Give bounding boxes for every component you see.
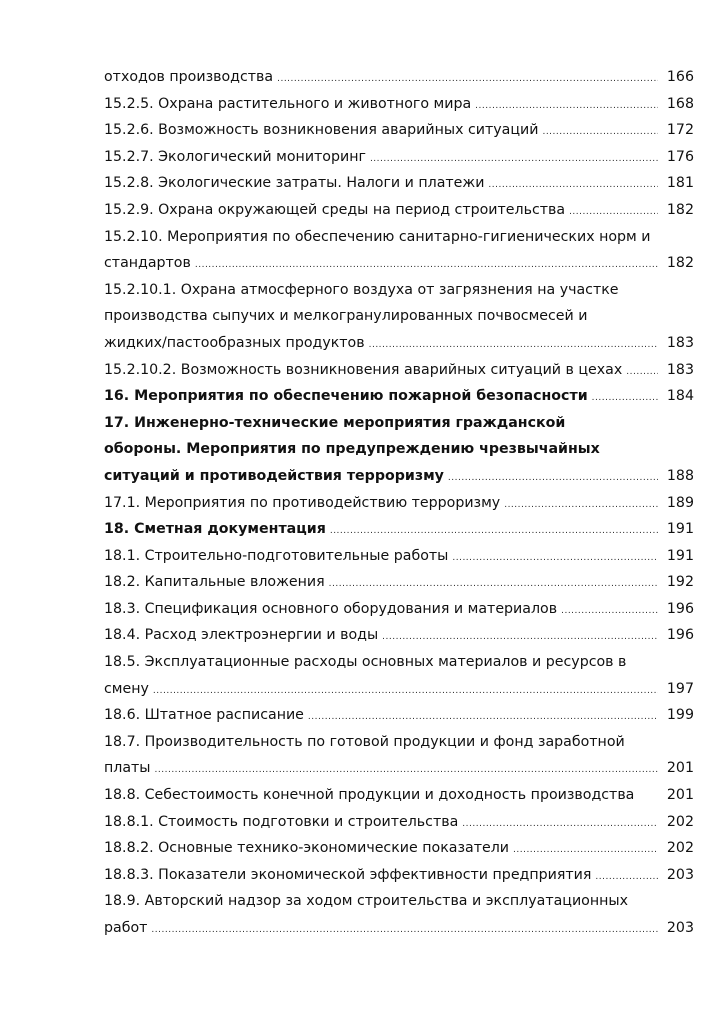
toc-entry [104, 569, 694, 596]
dot-leader [191, 252, 658, 279]
toc-entry [104, 490, 694, 517]
toc-entry-title: 18.1. Строительно-подготовительные работы [104, 547, 449, 564]
dot-leader [326, 518, 658, 545]
toc-entry [104, 64, 694, 91]
toc-page-number: 192 [666, 574, 694, 591]
toc-page-number: 202 [666, 840, 694, 857]
toc-page-number: 166 [666, 69, 694, 85]
dot-leader [304, 704, 658, 731]
toc-entry [104, 330, 694, 357]
dot-leader [151, 757, 658, 784]
toc-entry [104, 702, 694, 729]
dot-leader [444, 465, 658, 492]
toc-entry [104, 436, 694, 463]
dot-leader [484, 172, 658, 199]
toc-entry-title: 18.5. Эксплуатационные расходы основных материалов и ресурсов в [104, 654, 627, 671]
toc-page-number: 188 [666, 467, 694, 484]
toc-entry-title: 18.7. Производительность по готовой продукции и фонд заработной [104, 733, 625, 750]
dot-leader [149, 678, 658, 705]
toc-entry-title: 18.4. Расход электроэнергии и воды [104, 627, 379, 644]
toc-entry [104, 543, 694, 570]
toc-entry [104, 91, 694, 118]
dot-leader [557, 598, 658, 625]
toc-entry-title: 15.2.9. Охрана окружающей среды на период строительства [104, 201, 566, 218]
toc-entry-title: 16. Мероприятия по обеспечению пожарной безопасности [104, 388, 588, 405]
toc-entry [104, 170, 694, 197]
toc-entry [104, 250, 694, 277]
toc-entry [104, 862, 694, 889]
toc-entry-title: производства сыпучих и мелкогранулированных почвосмесей и [104, 308, 588, 325]
dot-leader [448, 545, 658, 572]
toc-entry [104, 383, 694, 410]
dot-leader [458, 811, 658, 838]
toc-page-number: 172 [666, 122, 694, 139]
toc-entry [104, 622, 694, 649]
toc-page-number: 199 [666, 707, 694, 724]
dot-leader [509, 837, 658, 864]
toc-entry-title: отходов производства [104, 69, 274, 85]
toc-page-number: 191 [666, 521, 694, 538]
toc-entry-title: стандартов [104, 255, 191, 272]
dot-leader [147, 917, 658, 944]
dot-leader [378, 624, 658, 651]
toc-entry [104, 596, 694, 623]
toc-page-number: 181 [666, 175, 694, 192]
dot-leader [588, 385, 658, 412]
toc-page-number: 196 [666, 600, 694, 617]
toc-page-number: 182 [666, 255, 694, 272]
toc-entry [104, 303, 694, 330]
toc-entry [104, 676, 694, 703]
toc-page-number: 203 [666, 866, 694, 883]
toc-page-number: 203 [666, 920, 694, 936]
dot-leader [273, 66, 658, 93]
toc-entry [104, 809, 694, 836]
toc-entry-title: 18. Сметная документация [104, 521, 326, 538]
toc-entry-title: смену [104, 680, 149, 697]
toc-entry [104, 224, 694, 251]
toc-entry [104, 277, 694, 304]
toc-entry-title: 15.2.6. Возможность возникновения аварийных ситуаций [104, 122, 539, 139]
toc-entry-title: 18.8.1. Стоимость подготовки и строительства [104, 813, 459, 830]
toc-entry-title: работ [104, 920, 148, 936]
toc-entry [104, 915, 694, 942]
toc-entry [104, 516, 694, 543]
toc-entry [104, 649, 694, 676]
toc-entry [104, 729, 694, 756]
dot-leader [591, 864, 658, 891]
toc-entry [104, 117, 694, 144]
toc-entry-title: 17. Инженерно-технические мероприятия гражданской [104, 414, 566, 431]
toc-entry-title: 18.9. Авторский надзор за ходом строительства и эксплуатационных [104, 893, 629, 910]
dot-leader [565, 199, 658, 226]
toc-entry-title: 17.1. Мероприятия по противодействию терроризму [104, 494, 501, 511]
toc-entry-title: 15.2.8. Экологические затраты. Налоги и платежи [104, 175, 485, 192]
dot-leader [325, 571, 658, 598]
toc-entry [104, 782, 694, 809]
dot-leader [622, 359, 658, 386]
dot-leader [500, 492, 658, 519]
table-of-contents [104, 64, 694, 942]
toc-entry [104, 357, 694, 384]
toc-entry [104, 410, 694, 437]
toc-entry-title: 15.2.10. Мероприятия по обеспечению санитарно-гигиенических норм и [104, 228, 651, 245]
toc-entry-title: 15.2.10.1. Охрана атмосферного воздуха от загрязнения на участке [104, 281, 619, 298]
toc-page-number: 202 [666, 813, 694, 830]
toc-entry-title: 15.2.10.2. Возможность возникновения аварийных ситуаций в цехах [104, 361, 623, 378]
toc-entry [104, 835, 694, 862]
toc-entry-title: обороны. Мероприятия по предупреждению чрезвычайных [104, 441, 600, 458]
toc-entry [104, 888, 694, 915]
toc-page-number: 189 [666, 494, 694, 511]
toc-entry [104, 197, 694, 224]
dot-leader [365, 332, 658, 359]
toc-entry [104, 463, 694, 490]
dot-leader [538, 119, 658, 146]
toc-entry-title: жидких/пастообразных продуктов [104, 334, 365, 351]
toc-entry-title: ситуаций и противодействия терроризму [104, 467, 444, 484]
toc-entry-title: 18.8.3. Показатели экономической эффективности предприятия [104, 866, 592, 883]
toc-page-number: 183 [666, 334, 694, 351]
toc-page-number: 191 [666, 547, 694, 564]
toc-entry-title: 15.2.7. Экологический мониторинг [104, 148, 366, 165]
toc-page-number: 201 [666, 787, 694, 804]
toc-entry-title: 18.3. Спецификация основного оборудования и материалов [104, 600, 558, 617]
toc-page-number: 201 [666, 760, 694, 777]
toc-page-number: 184 [666, 388, 694, 405]
dot-leader [366, 146, 658, 173]
toc-page-number: 176 [666, 148, 694, 165]
toc-page-number: 182 [666, 201, 694, 218]
toc-entry-title: 18.8. Себестоимость конечной продукции и доходность производства [104, 787, 635, 804]
toc-page-number: 197 [666, 680, 694, 697]
toc-entry [104, 755, 694, 782]
dot-leader [471, 93, 658, 120]
toc-page-number: 196 [666, 627, 694, 644]
toc-entry-title: 15.2.5. Охрана растительного и животного мира [104, 95, 472, 112]
toc-page-number: 183 [666, 361, 694, 378]
toc-entry [104, 144, 694, 171]
toc-entry-title: 18.6. Штатное расписание [104, 707, 304, 724]
toc-entry-title: 18.8.2. Основные технико-экономические показатели [104, 840, 509, 857]
toc-entry-title: платы [104, 760, 151, 777]
toc-page-number: 168 [666, 95, 694, 112]
toc-entry-title: 18.2. Капитальные вложения [104, 574, 325, 591]
